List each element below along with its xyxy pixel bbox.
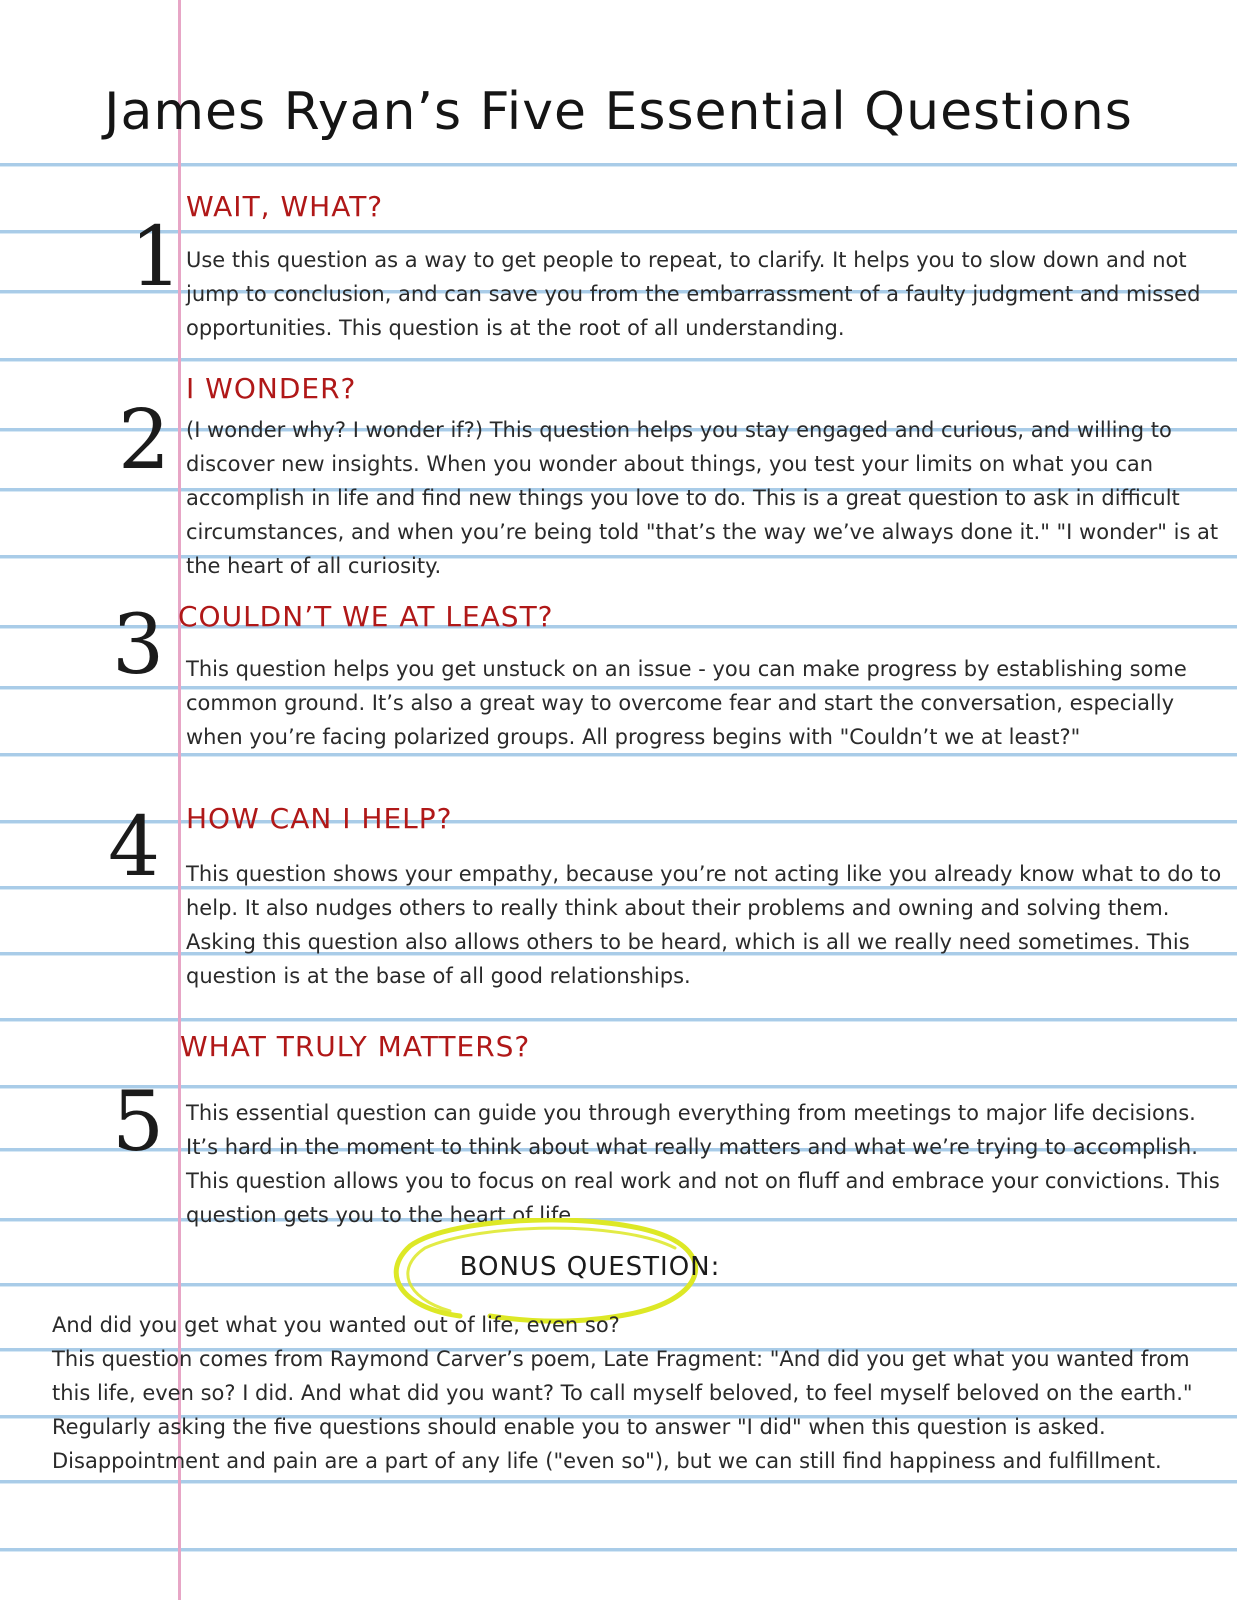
bonus-heading: BONUS QUESTION: xyxy=(459,1252,721,1282)
ruled-line xyxy=(0,1085,1237,1088)
question-text-5: This essential question can guide you through everything from meetings to major life decisions. It’s hard in the moment to think about what really matters and what we’re trying to accomplish. This question allows you to focus on real work and not on fluff and embrace your convictions. This question gets you to the heart of life. xyxy=(186,1101,1220,1227)
bonus-closing: Regularly asking the five questions should enable you to answer "I did" when this question is asked. Disappointment and pain are a part of any life ("even so"), but we can still find happiness and fulfillment. xyxy=(52,1415,1162,1473)
ruled-line xyxy=(0,1548,1237,1551)
question-number-4: 4 xyxy=(108,800,161,895)
question-heading-3: COULDN’T WE AT LEAST? xyxy=(178,600,554,633)
ruled-line xyxy=(0,1480,1237,1483)
question-number-1: 1 xyxy=(130,210,183,305)
bonus-source: This question comes from Raymond Carver’s poem, Late Fragment: "And did you get what you wanted from this life, even so? I did. And what did you want? To call myself beloved, to feel myself beloved on the earth." xyxy=(52,1347,1193,1405)
bonus-section xyxy=(52,1308,1222,1478)
question-heading-4: HOW CAN I HELP? xyxy=(186,802,453,835)
ruled-line xyxy=(0,163,1237,166)
bonus-question: And did you get what you wanted out of life, even so? xyxy=(52,1313,620,1337)
question-heading-2: I WONDER? xyxy=(186,372,357,405)
question-number-2: 2 xyxy=(118,393,171,488)
question-text-4: This question shows your empathy, because you’re not acting like you already know what to do to help. It also nudges others to really think about their problems and owning and solving them. Asking this question also allows others to be heard, which is all we really need sometimes. This question is at the base of all good relationships. xyxy=(186,862,1222,988)
question-number-3: 3 xyxy=(112,598,165,693)
ruled-line xyxy=(0,1018,1237,1021)
question-heading-5: WHAT TRULY MATTERS? xyxy=(180,1030,531,1063)
ruled-line xyxy=(0,230,1237,233)
page-title: James Ryan’s Five Essential Questions xyxy=(104,82,1133,142)
question-heading-1: WAIT, WHAT? xyxy=(186,190,384,223)
question-text-1: Use this question as a way to get people to repeat, to clarify. It helps you to slow down and not jump to conclusion, and can save you from the embarrassment of a faulty judgment and missed opportunities. This question is at the root of all understanding. xyxy=(186,248,1201,340)
ruled-line xyxy=(0,358,1237,361)
question-text-3: This question helps you get unstuck on an issue - you can make progress by establishing some common ground. It’s also a great way to overcome fear and start the conversation, especially when you’re facing polarized groups. All progress begins with "Couldn’t we at least?" xyxy=(186,657,1187,749)
question-text-2: (I wonder why? I wonder if?) This question helps you stay engaged and curious, and willing to discover new insights. When you wonder about things, you test your limits on what you can accomplish in life and find new things you love to do. This is a great question to ask in difficult circumstances, and when you’re being told "that’s the way we’ve always done it." "I wonder" is at the heart of all curiosity. xyxy=(186,418,1219,578)
question-number-5: 5 xyxy=(112,1075,165,1170)
